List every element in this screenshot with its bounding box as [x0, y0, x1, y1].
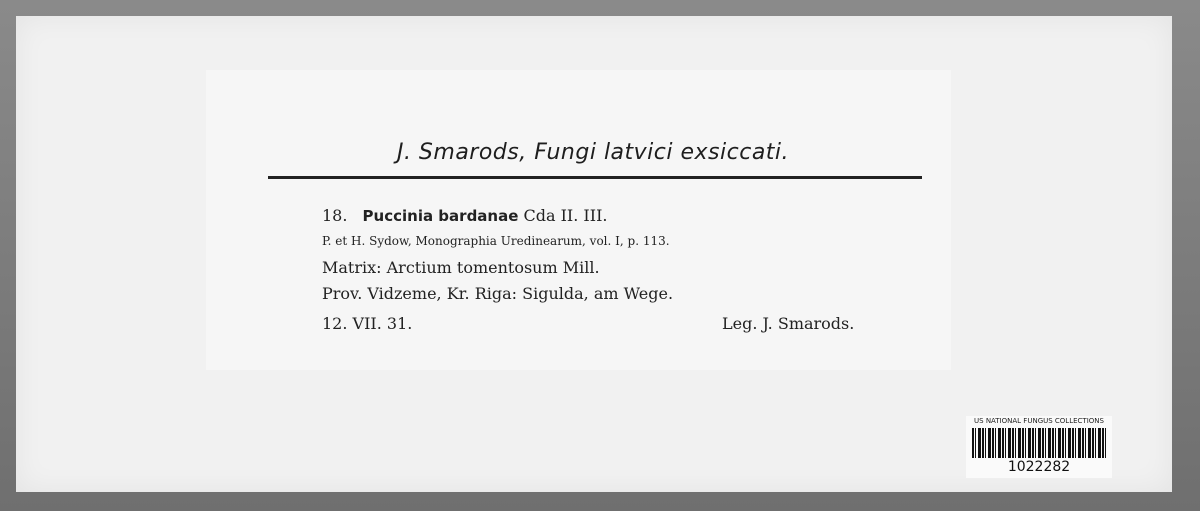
collection-title: J. Smarods, Fungi latvici exsiccati. [396, 140, 790, 165]
species-name: Puccinia bardanae [362, 207, 519, 225]
barcode-number: 1022282 [1007, 459, 1071, 475]
barcode-bars [972, 428, 1106, 458]
species-authority: Cda II. III. [523, 206, 608, 225]
barcode-label [966, 416, 1112, 478]
collection-date: 12. VII. 31. [322, 314, 413, 333]
specimen-line [322, 206, 607, 225]
specimen-number: 18. [322, 206, 348, 225]
title-rule [268, 176, 922, 179]
reference-line: P. et H. Sydow, Monographia Uredinearum, vol. I, p. 113. [322, 234, 670, 248]
locality-line: Prov. Vidzeme, Kr. Riga: Sigulda, am Wege. [322, 284, 674, 303]
matrix-line: Matrix: Arctium tomentosum Mill. [322, 258, 600, 277]
barcode-header: US NATIONAL FUNGUS COLLECTIONS [974, 417, 1104, 425]
collector: Leg. J. Smarods. [722, 314, 855, 333]
